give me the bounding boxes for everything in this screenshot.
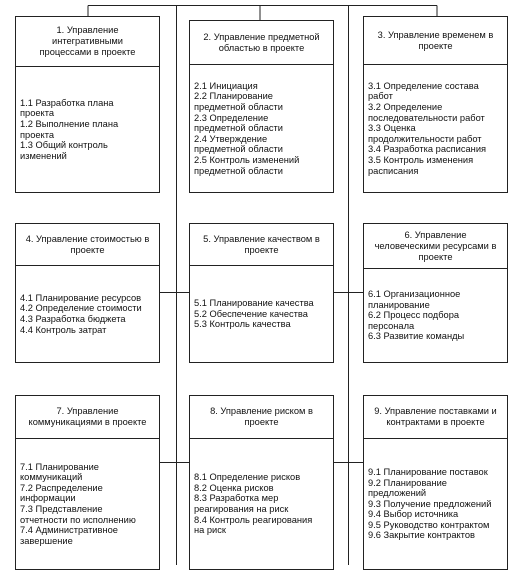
box-human-resources-management xyxy=(363,223,508,363)
list-item: 5.1 Планирование качества xyxy=(194,298,314,309)
box-cost-management xyxy=(15,223,160,363)
box-risk-management xyxy=(189,395,334,570)
box-body xyxy=(364,439,507,569)
list-item: 8.2 Оценка рисков xyxy=(194,482,274,493)
list-item: 6.3 Развитие команды xyxy=(368,331,465,342)
box-title: 7. Управление коммуникациями в проекте xyxy=(16,396,159,439)
list-item: 4.4 Контроль затрат xyxy=(20,324,107,335)
box-title: 4. Управление стоимостью в проекте xyxy=(16,224,159,266)
box-body xyxy=(16,67,159,192)
list-item: 4.2 Определение стоимости xyxy=(20,303,142,314)
list-item: 3.5 Контроль изменения расписания xyxy=(368,154,474,176)
list-item: 7.1 Планирование коммуникаций xyxy=(20,461,99,483)
box-title: 1. Управление интегративными процессами в проекте xyxy=(16,17,159,67)
list-item: 9.1 Планирование поставок xyxy=(368,466,488,477)
box-body xyxy=(190,266,333,362)
box-title: 3. Управление временем в проекте xyxy=(364,17,507,65)
box-time-management xyxy=(363,16,508,193)
box-title: 5. Управление качеством в проекте xyxy=(190,224,333,266)
box-title: 2. Управление предметной областью в проекте xyxy=(190,21,333,65)
list-item: 8.3 Разработка мер реагирования на риск xyxy=(194,493,289,514)
box-title: 6. Управление человеческими ресурсами в проекте xyxy=(364,224,507,269)
list-item: 8.4 Контроль реагирования на риск xyxy=(194,514,313,536)
list-item: 7.2 Распределение информации xyxy=(20,482,103,504)
list-item: 7.4 Административное завершение xyxy=(20,525,118,546)
list-item: 8.1 Определение рисков xyxy=(194,472,301,483)
list-item: 4.3 Разработка бюджета xyxy=(20,314,126,324)
box-body xyxy=(190,65,333,192)
box-scope-management xyxy=(189,20,334,193)
box-body xyxy=(190,439,333,569)
list-item: 7.3 Представление отчетности по исполнению xyxy=(20,504,136,525)
list-item: 9.4 Выбор источника xyxy=(368,509,459,520)
list-item: 9.6 Закрытие контрактов xyxy=(368,530,475,541)
list-item: 9.2 Планирование предложений xyxy=(368,477,447,499)
list-item: 3.1 Определение состава работ xyxy=(368,80,479,102)
box-body xyxy=(16,439,159,569)
box-body xyxy=(364,65,507,192)
list-item: 5.3 Контроль качества xyxy=(194,319,291,330)
list-item: 3.2 Определение последовательности работ xyxy=(368,102,485,123)
list-item: 2.5 Контроль изменений предметной области xyxy=(194,154,300,176)
box-communications-management xyxy=(15,395,160,570)
box-body xyxy=(16,266,159,362)
list-item: 5.2 Обеспечение качества xyxy=(194,308,308,319)
list-item: 4.1 Планирование ресурсов xyxy=(20,292,142,303)
list-item: 2.3 Определение предметной области xyxy=(194,112,283,134)
box-body xyxy=(364,269,507,362)
list-item: 9.3 Получение предложений xyxy=(368,498,492,509)
list-item: 2.4 Утверждение предметной области xyxy=(194,133,283,155)
box-title: 9. Управление поставками и контрактами в проекте xyxy=(364,396,507,439)
box-procurement-management xyxy=(363,395,508,570)
list-item: 1.2 Выполнение плана проекта xyxy=(20,118,119,140)
list-item: 3.4 Разработка расписания xyxy=(368,144,487,155)
list-item: 3.3 Оценка продолжительности работ xyxy=(368,123,482,144)
list-item: 9.5 Руководство контрактом xyxy=(368,519,490,530)
box-integration-management xyxy=(15,16,160,193)
box-title: 8. Управление риском в проекте xyxy=(190,396,333,439)
list-item: 6.1 Организационное планирование xyxy=(368,289,461,310)
list-item: 1.1 Разработка плана проекта xyxy=(20,97,114,119)
list-item: 6.2 Процесс подбора персонала xyxy=(368,310,460,331)
list-item: 2.2 Планирование предметной области xyxy=(194,91,283,113)
list-item: 2.1 Инициация xyxy=(194,80,258,91)
list-item: 1.3 Общий контроль изменений xyxy=(20,140,108,161)
box-quality-management xyxy=(189,223,334,363)
